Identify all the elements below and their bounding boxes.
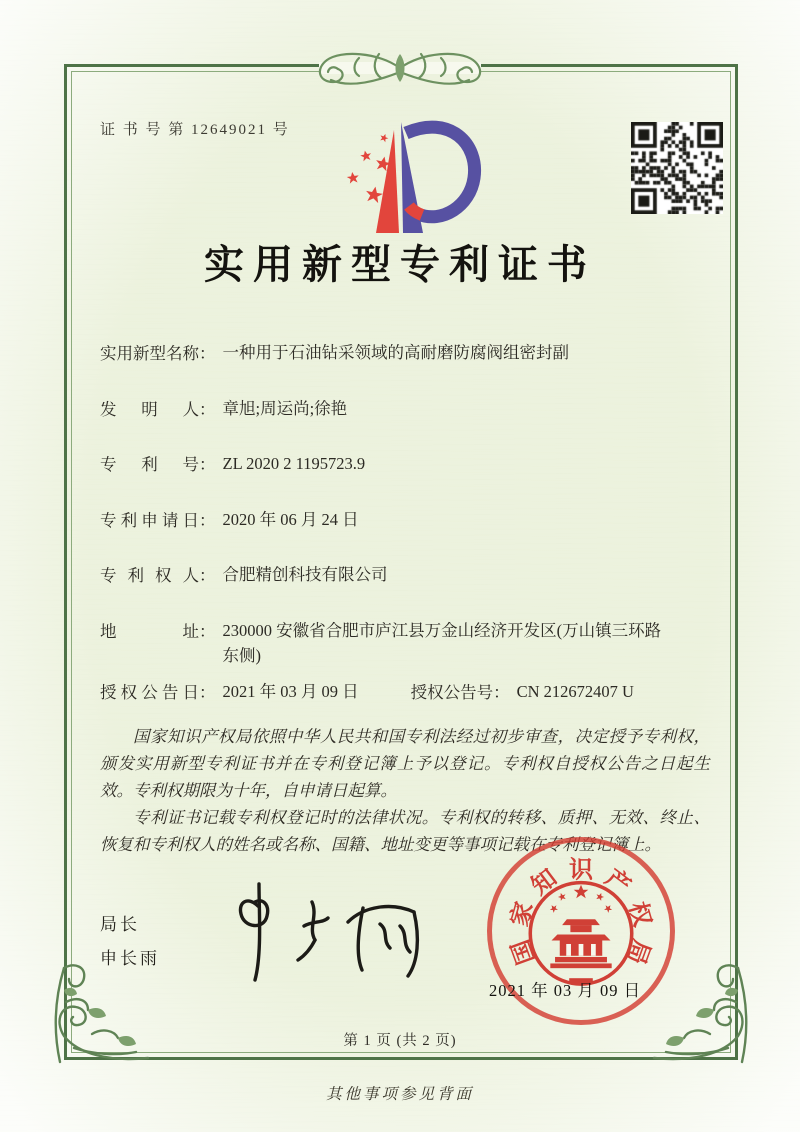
signer-name: 申长雨: [100, 949, 160, 968]
qr-code: [631, 122, 723, 214]
field-value: ZL 2020 2 1195723.9: [222, 454, 366, 474]
certificate-title: 实用新型专利证书: [204, 242, 596, 287]
field-row: [100, 562, 710, 588]
seal-character: 局: [621, 935, 655, 968]
field-label: 地址: [100, 621, 199, 641]
grant-number-pair: [411, 679, 634, 705]
colon: ：: [199, 399, 216, 419]
field-row: [100, 396, 710, 422]
colon: ：: [199, 621, 216, 641]
field-value: 合肥精创科技有限公司: [222, 565, 388, 585]
signer-title: 局长: [100, 915, 140, 934]
paragraph: 专利证书记载专利权登记时的法律状况。专利权的转移、质押、无效、终止、恢复和专利权人的姓名或名称、国籍、地址变更等事项记载在专利登记簿上。: [100, 807, 710, 854]
seal-character: 识: [569, 857, 593, 884]
colon: ：: [199, 344, 216, 363]
national-emblem-icon: [522, 872, 640, 990]
field-row: [100, 507, 710, 533]
seal-date: 2021 年 03 月 09 日: [489, 981, 642, 1000]
grant-date-value: 2021 年 03 月 09 日: [222, 681, 359, 701]
field-row: [100, 340, 710, 366]
colon: ：: [493, 682, 510, 702]
field-row: [100, 451, 710, 477]
signer-block: [100, 908, 160, 976]
field-value: 章旭;周运尚;徐艳: [222, 398, 348, 418]
field-label: 专利申请日: [100, 510, 199, 530]
grant-number-label: 授权公告号: [410, 682, 494, 702]
field-label: 专利权人: [100, 566, 199, 586]
cnipa-logo-icon: [330, 106, 482, 236]
field-value: 一种用于石油钻采领域的高耐磨防腐阀组密封副: [222, 343, 569, 362]
certificate-fields: [100, 340, 710, 858]
field-value: 230000 安徽省合肥市庐江县万金山经济开发区(万山镇三环路东侧): [222, 620, 662, 666]
signature-icon: [212, 876, 432, 988]
legal-paragraphs: [100, 723, 710, 858]
colon: ：: [199, 682, 216, 702]
seal-character: 家: [507, 899, 539, 930]
seal-character: 知: [527, 865, 562, 901]
page-number: 第 1 页 (共 2 页): [343, 1033, 457, 1049]
colon: ：: [199, 455, 216, 475]
grant-row: [100, 679, 710, 705]
field-row: [100, 618, 710, 669]
colon: ：: [199, 510, 216, 530]
seal-character: 产: [600, 865, 635, 901]
field-label: 发明人: [100, 399, 199, 419]
field-label: 实用新型名称: [100, 344, 199, 363]
seal-character: 权: [623, 899, 655, 930]
paragraph: 国家知识产权局依照中华人民共和国专利法经过初步审查，决定授予专利权，颁发实用新型专利证书并在专利登记簿上予以登记。专利权自授权公告之日起生效。专利权期限为十年，自申请日起算。: [100, 726, 710, 800]
grant-date-pair: [100, 679, 359, 705]
certificate-number: 证 书 号 第 12649021 号: [100, 122, 290, 138]
grant-number-value: CN 212672407 U: [516, 681, 634, 701]
back-note: 其他事项参见背面: [325, 1086, 474, 1103]
field-value: 2020 年 06 月 24 日: [222, 509, 359, 529]
grant-date-label: 授权公告日: [100, 682, 199, 702]
field-label: 专利号: [100, 455, 199, 475]
seal-character: 国: [507, 935, 541, 968]
top-scroll-ornament-icon: [289, 42, 511, 100]
colon: ：: [199, 566, 216, 586]
